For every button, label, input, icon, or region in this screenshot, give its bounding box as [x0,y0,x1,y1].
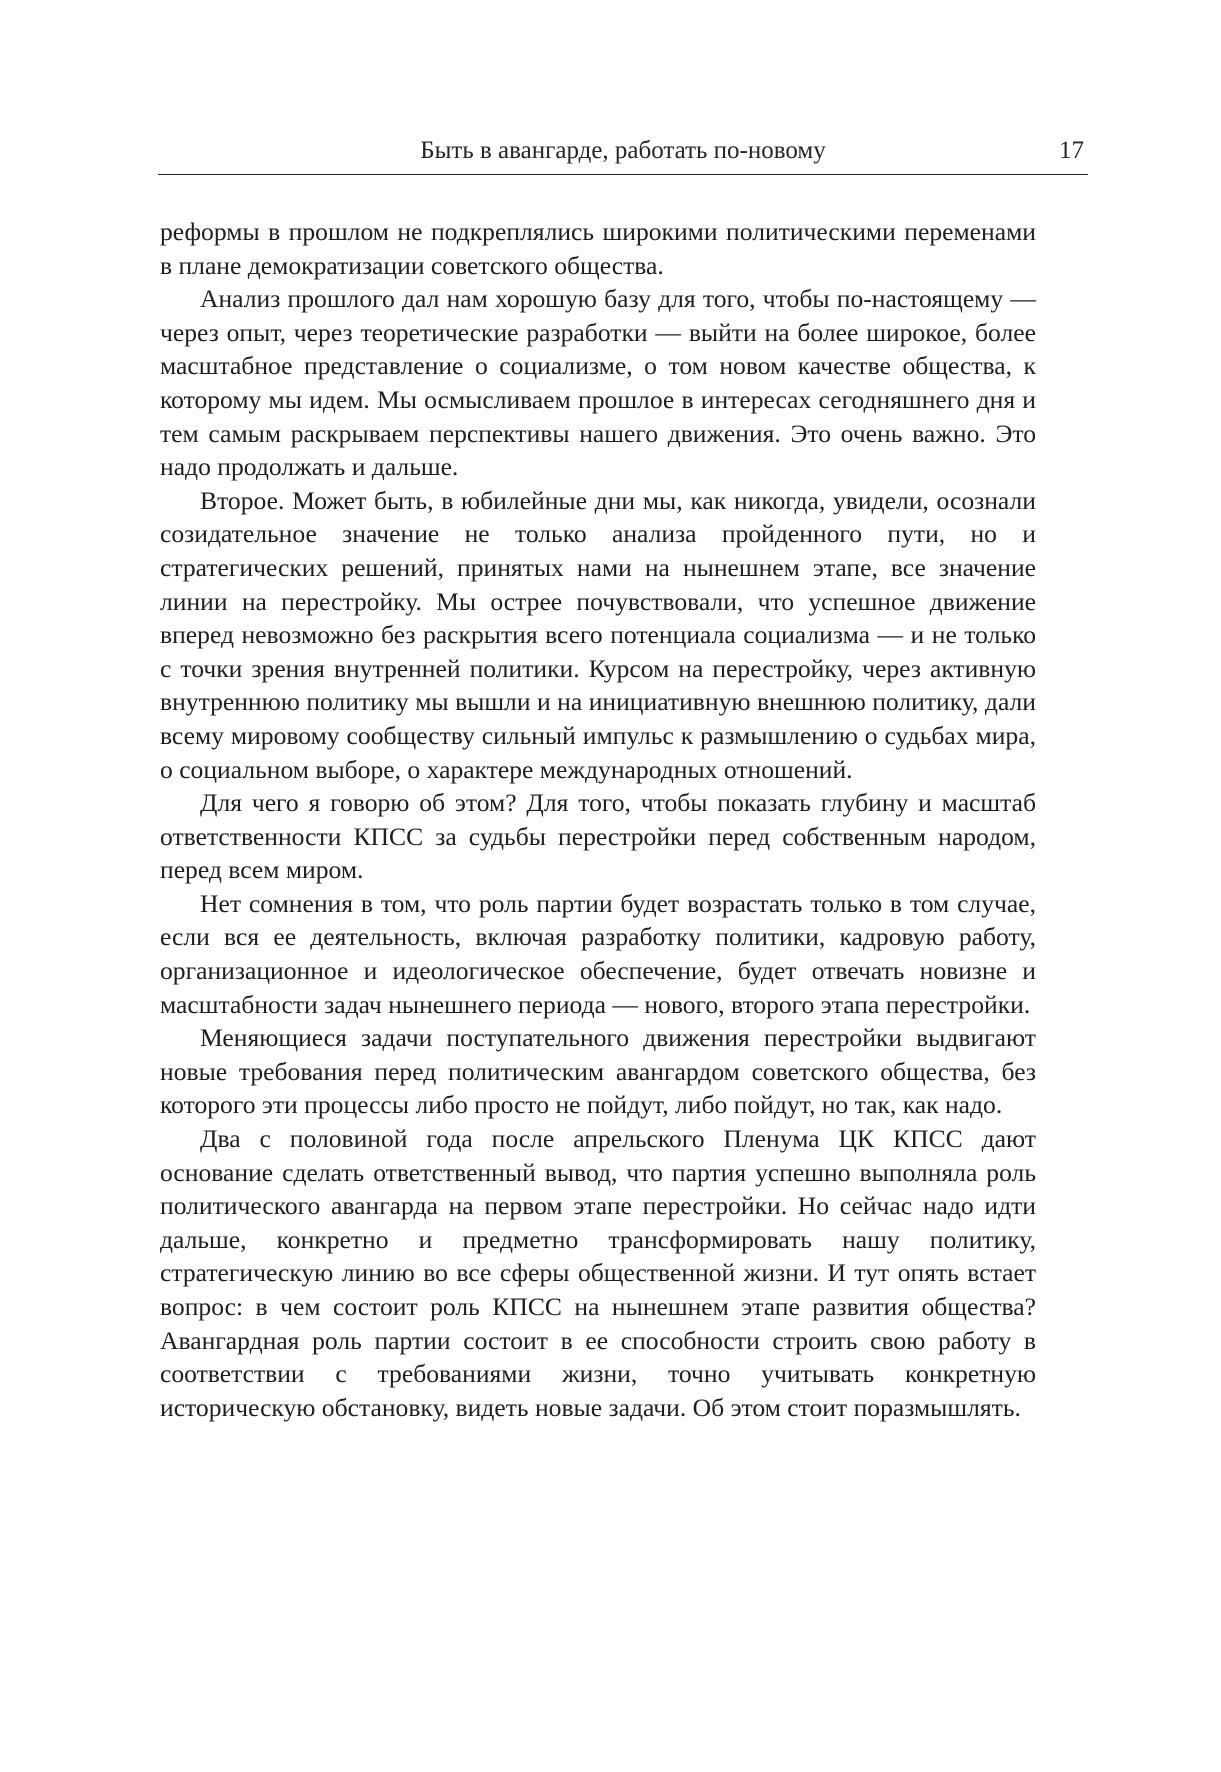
paragraph: Анализ прошлого дал нам хорошую базу для того, чтобы по-настоящему — через опыт, через теоретические разработки — выйти на более широкое, более масштабное представление о социализме, о том новом качестве общества, к которому мы идем. Мы осмысливаем прошлое в интересах сегодняшнего дня и тем самым раскрываем перспективы нашего движения. Это очень важно. Это надо продолжать и дальше. [160,284,1036,482]
running-title: Быть в авангарде, работать по-новому [420,137,826,164]
paragraph: Меняющиеся задачи поступательного движения перестройки выдвигают новые требования перед политическим авангардом советского общества, без которого эти процессы либо просто не пойдут, либо пойдут, но так, как надо. [160,1023,1036,1120]
paragraph: Нет сомнения в том, что роль партии будет возрастать только в том случае, если вся ее деятельность, включая разработку политики, кадровую работу, организационное и идеологическое обеспечение, будет отвечать новизне и масштабности задач нынешнего периода — нового, второго этапа перестройки. [160,888,1036,1019]
paragraph: реформы в прошлом не подкреплялись широкими политическими переменами в плане демократизации советского общества. [160,217,1036,280]
page-number: 17 [1059,137,1084,164]
paragraph: Второе. Может быть, в юбилейные дни мы, как никогда, увидели, осознали созидательное значение не только анализа пройденного пути, но и стратегических решений, принятых нами на нынешнем этапе, все значение линии на перестройку. Мы острее почувствовали, что успешное движение вперед невозможно без раскрытия всего потенциала социализма — и не только с точки зрения внутренней политики. Курсом на перестройку, через активную внутреннюю политику мы вышли и на инициативную внешнюю политику, дали всему мировому сообществу сильный импульс к размышлению о судьбах мира, о социальном выборе, о характере международных отношений. [160,485,1036,784]
paragraph: Два с половиной года после апрельского Пленума ЦК КПСС дают основание сделать ответственный вывод, что партия успешно выполняла роль политического авангарда на первом этапе перестройки. Но сейчас надо идти дальше, конкретно и предметно трансформировать нашу политику, стратегическую линию во все сферы общественной жизни. И тут опять встает вопрос: в чем состоит роль КПСС на нынешнем этапе развития общества? Авангардная роль партии состоит в ее способности строить свою работу в соответствии с требованиями жизни, точно учитывать конкретную историческую обстановку, видеть новые задачи. Об этом стоит поразмышлять. [160,1124,1036,1422]
paragraph: Для чего я говорю об этом? Для того, чтобы показать глубину и масштаб ответственности КПСС за судьбы перестройки перед собственным народом, перед всем миром. [160,788,1036,885]
body-text [160,215,1036,1424]
running-header [158,136,1088,175]
